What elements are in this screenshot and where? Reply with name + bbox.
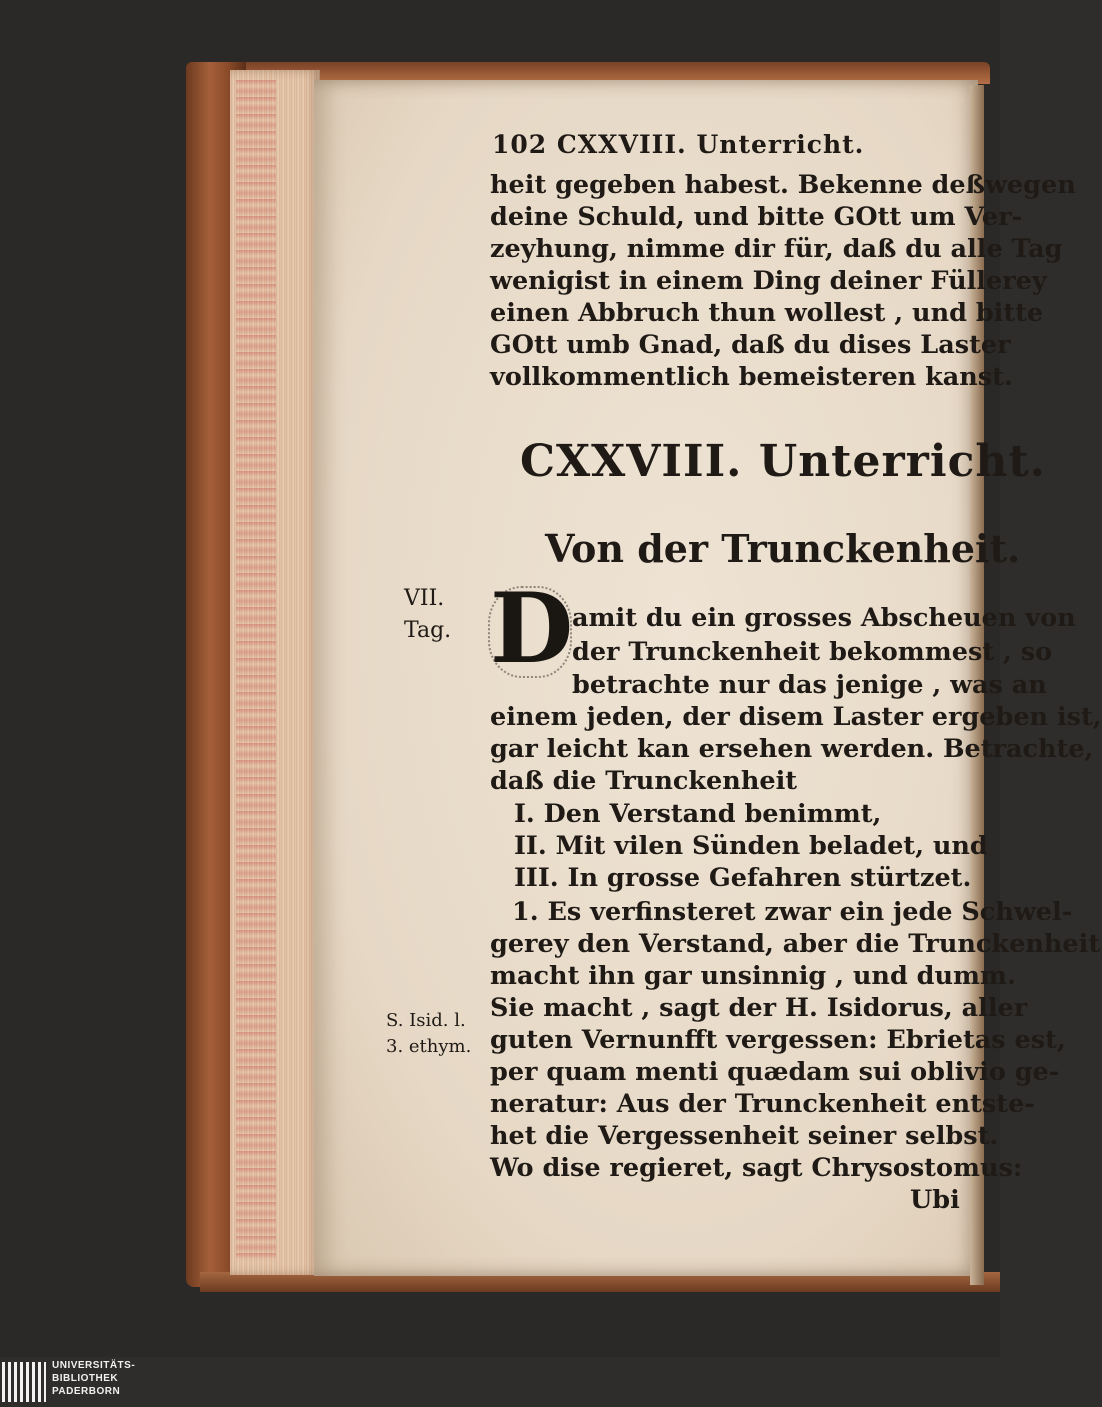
text-line: einem jeden, der disem Laster ergeben ist, xyxy=(490,702,1102,732)
margin-note-day: Tag. xyxy=(404,618,452,643)
text-line: amit du ein grosses Abscheuen von xyxy=(572,603,1076,633)
text-line: vollkommentlich bemeisteren kanst. xyxy=(490,362,1013,392)
decorated-initial: D xyxy=(490,572,574,685)
text-line: neratur: Aus der Trunckenheit entste- xyxy=(490,1089,1035,1119)
text-line: Sie macht , sagt der H. Isidorus, aller xyxy=(490,993,1028,1023)
text-line: guten Vernunfft vergessen: Ebrietas est, xyxy=(490,1025,1066,1055)
list-item: I. Den Verstand benimmt, xyxy=(514,799,882,829)
text-line: der Trunckenheit bekommest , so xyxy=(572,637,1053,667)
text-line: Wo dise regieret, sagt Chrysostomus: xyxy=(490,1153,1023,1183)
list-item: II. Mit vilen Sünden beladet, und xyxy=(514,831,988,861)
text-line: wenigist in einem Ding deiner Füllerey xyxy=(490,266,1047,296)
chapter-heading: CXXVIII. Unterricht. xyxy=(520,436,1046,487)
text-line: gerey den Verstand, aber die Trunckenheit xyxy=(490,929,1101,959)
catchword: Ubi xyxy=(910,1185,960,1215)
margin-note-reference: 3. ethym. xyxy=(386,1036,472,1057)
text-line: betrachte nur das jenige , was an xyxy=(572,670,1047,700)
text-line: het die Vergessenheit seiner selbst. xyxy=(490,1121,999,1151)
library-name-line: BIBLIOTHEK xyxy=(52,1373,119,1384)
red-sprinkled-edge xyxy=(236,80,276,1260)
list-item: III. In grosse Gefahren stürtzet. xyxy=(514,863,972,893)
library-logo-icon xyxy=(2,1362,46,1402)
text-line: daß die Trunckenheit xyxy=(490,766,798,796)
text-line: 1. Es verfinsteret zwar ein jede Schwel- xyxy=(512,897,1073,927)
text-line: GOtt umb Gnad, daß du dises Laster xyxy=(490,330,1011,360)
library-name-line: UNIVERSITÄTS- xyxy=(52,1360,136,1371)
margin-note-day: VII. xyxy=(404,586,445,611)
text-line: deine Schuld, und bitte GOtt um Ver- xyxy=(490,202,1023,232)
text-line: einen Abbruch thun wollest , und bitte xyxy=(490,298,1044,328)
margin-note-reference: S. Isid. l. xyxy=(386,1010,466,1031)
text-line: gar leicht kan ersehen werden. Betrachte, xyxy=(490,734,1094,764)
running-head: 102 CXXVIII. Unterricht. xyxy=(492,130,865,159)
text-line: zeyhung, nimme dir für, daß du alle Tag xyxy=(490,234,1063,264)
library-name-line: PADERBORN xyxy=(52,1386,121,1397)
library-footer xyxy=(0,1357,1000,1407)
text-line: per quam menti quædam sui oblivio ge- xyxy=(490,1057,1060,1087)
text-line: heit gegeben habest. Bekenne deßwegen xyxy=(490,170,1076,200)
chapter-subtitle: Von der Trunckenheit. xyxy=(545,526,1021,571)
text-line: macht ihn gar unsinnig , und dumm. xyxy=(490,961,1016,991)
